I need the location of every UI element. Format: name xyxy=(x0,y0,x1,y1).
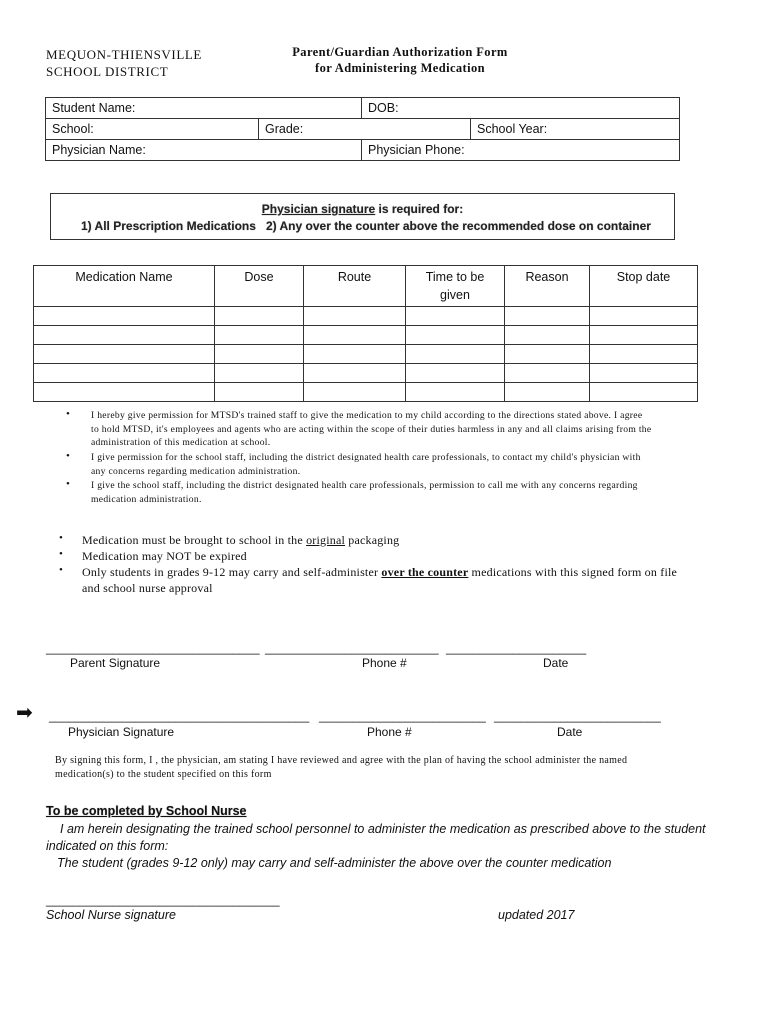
district-line-1: MEQUON-THIENSVILLE xyxy=(46,47,202,62)
table-cell[interactable] xyxy=(304,307,406,326)
physician-date-label: Date xyxy=(557,725,583,739)
parent-signature-label: Parent Signature xyxy=(70,656,161,670)
parent-signature-line[interactable]: ________________________________ xyxy=(46,641,260,655)
bullet-icon: • xyxy=(66,408,70,420)
parent-date-line[interactable]: _____________________ xyxy=(446,641,587,655)
rule-1-before: Medication must be brought to school in the xyxy=(82,533,307,547)
table-cell[interactable] xyxy=(590,326,698,345)
rule-3-line-2: and school nurse approval xyxy=(82,581,213,595)
physician-statement-line-2: medication(s) to the student specified on this form xyxy=(55,769,272,780)
district-name xyxy=(46,46,202,80)
physician-signature-line[interactable]: _______________________________________ xyxy=(49,709,310,723)
permission-1-line-1: I hereby give permission for MTSD's trained staff to give the medication to my child according to the directions stated above. I agree xyxy=(91,410,643,421)
nurse-designate-line-2: indicated on this form: xyxy=(46,839,169,853)
physician-requirement-items xyxy=(81,219,651,233)
physician-name-field[interactable]: Physician Name: xyxy=(52,143,146,157)
permission-2-line-2: any concerns regarding medication administration. xyxy=(91,465,301,477)
table-cell[interactable] xyxy=(215,345,304,364)
medication-table-header xyxy=(34,266,698,307)
table-cell[interactable] xyxy=(406,364,505,383)
table-cell[interactable] xyxy=(406,383,505,402)
form-title-line-2: for Administering Medication xyxy=(315,61,485,75)
col-dose: Dose xyxy=(215,266,304,307)
permission-1 xyxy=(91,409,741,450)
bullet-icon: • xyxy=(59,548,63,560)
col-stop-date: Stop date xyxy=(590,266,698,307)
table-cell[interactable] xyxy=(505,364,590,383)
physician-phone-label: Phone # xyxy=(367,725,412,739)
table-cell[interactable] xyxy=(304,345,406,364)
grade-field[interactable]: Grade: xyxy=(258,119,470,139)
permission-1-line-2: to hold MTSD, it's employees and agents who are acting within the scope of their duties harmless in any and all claims arising from the xyxy=(91,423,652,435)
physician-requirement-heading xyxy=(51,202,674,216)
rule-3-line-1 xyxy=(82,564,742,580)
requirement-item-1: 1) All Prescription Medications xyxy=(81,219,256,233)
school-year-field[interactable]: School Year: xyxy=(470,119,681,139)
medication-table xyxy=(33,265,698,402)
physician-requirement-box xyxy=(50,193,675,240)
col-route: Route xyxy=(304,266,406,307)
rule-3-otc: over the counter xyxy=(381,565,469,579)
table-cell[interactable] xyxy=(304,364,406,383)
physician-phone-field[interactable]: Physician Phone: xyxy=(361,140,681,161)
table-cell[interactable] xyxy=(590,345,698,364)
physician-statement-line-1: By signing this form, I , the physician, am stating I have reviewed and agree with the plan of having the school administer the named xyxy=(55,755,628,766)
nurse-designate-line-1: I am herein designating the trained school personnel to administer the medication as prescribed above to the student xyxy=(60,822,706,836)
parent-date-label: Date xyxy=(543,656,569,670)
arrow-right-icon: ➡ xyxy=(16,700,33,724)
table-row xyxy=(34,383,698,402)
nurse-signature-label: School Nurse signature xyxy=(46,908,176,922)
rule-2: Medication may NOT be expired xyxy=(82,549,247,563)
permission-3 xyxy=(91,479,741,506)
rule-1-original: original xyxy=(306,533,346,547)
table-cell[interactable] xyxy=(215,364,304,383)
col-time: Time to be given xyxy=(406,266,505,307)
table-row xyxy=(34,326,698,345)
nurse-signature-line[interactable]: ___________________________________ xyxy=(46,893,280,907)
physician-signature-label: Physician Signature xyxy=(68,725,175,739)
table-cell[interactable] xyxy=(34,364,215,383)
form-title xyxy=(250,44,550,76)
table-cell[interactable] xyxy=(34,383,215,402)
table-cell[interactable] xyxy=(215,383,304,402)
bullet-icon: • xyxy=(66,450,70,462)
nurse-carry-line: The student (grades 9-12 only) may carry and self-administer the above over the counter medication xyxy=(57,856,612,870)
table-cell[interactable] xyxy=(505,345,590,364)
info-row-3 xyxy=(46,140,679,161)
col-medication-name: Medication Name xyxy=(34,266,215,307)
table-cell[interactable] xyxy=(406,345,505,364)
permission-2 xyxy=(91,451,741,478)
table-cell[interactable] xyxy=(34,345,215,364)
student-name-field[interactable]: Student Name: xyxy=(52,101,136,115)
nurse-section-heading: To be completed by School Nurse xyxy=(46,804,247,818)
table-cell[interactable] xyxy=(590,307,698,326)
table-cell[interactable] xyxy=(215,326,304,345)
table-cell[interactable] xyxy=(304,383,406,402)
rule-3 xyxy=(82,564,742,596)
table-cell[interactable] xyxy=(505,307,590,326)
rule-1-after: packaging xyxy=(345,533,400,547)
bullet-icon: • xyxy=(66,478,70,490)
district-line-2: SCHOOL DISTRICT xyxy=(46,64,169,79)
rule-3-after: medications with this signed form on file xyxy=(468,565,678,579)
dob-field[interactable]: DOB: xyxy=(361,98,681,118)
parent-phone-line[interactable]: __________________________ xyxy=(265,641,439,655)
rule-1 xyxy=(82,532,399,548)
school-field[interactable]: School: xyxy=(52,122,94,136)
physician-statement xyxy=(55,754,735,782)
physician-phone-line[interactable]: _________________________ xyxy=(319,709,486,723)
table-cell[interactable] xyxy=(505,383,590,402)
info-row-1 xyxy=(46,98,679,119)
permission-2-line-1: I give permission for the school staff, including the district designated health care professionals, to contact my child's physician with xyxy=(91,452,641,463)
permission-3-line-2: medication administration. xyxy=(91,493,202,505)
student-info-box xyxy=(45,97,680,161)
rule-3-before: Only students in grades 9-12 may carry and self-administer xyxy=(82,565,382,579)
parent-phone-label: Phone # xyxy=(362,656,407,670)
table-cell[interactable] xyxy=(406,326,505,345)
col-reason: Reason xyxy=(505,266,590,307)
permission-3-line-1: I give the school staff, including the district designated health care professionals, permission to call me with any concerns regarding xyxy=(91,480,638,491)
required-for-text: is required for: xyxy=(375,202,464,216)
updated-year: updated 2017 xyxy=(498,908,575,922)
requirement-item-2: 2) Any over the counter above the recommended dose on container xyxy=(265,219,651,233)
table-cell[interactable] xyxy=(505,326,590,345)
table-cell[interactable] xyxy=(590,364,698,383)
bullet-icon: • xyxy=(59,532,63,544)
table-row xyxy=(34,307,698,326)
table-cell[interactable] xyxy=(215,307,304,326)
physician-signature-text: Physician signature xyxy=(261,202,376,216)
table-row xyxy=(34,345,698,364)
table-cell[interactable] xyxy=(34,326,215,345)
table-cell[interactable] xyxy=(406,307,505,326)
table-row xyxy=(34,364,698,383)
bullet-icon: • xyxy=(59,564,63,576)
table-cell[interactable] xyxy=(590,383,698,402)
table-cell[interactable] xyxy=(304,326,406,345)
info-row-2 xyxy=(46,119,679,140)
permission-1-line-3: administration of this medication at school. xyxy=(91,437,271,448)
form-title-line-1: Parent/Guardian Authorization Form xyxy=(292,45,508,59)
table-cell[interactable] xyxy=(34,307,215,326)
physician-date-line[interactable]: _________________________ xyxy=(494,709,661,723)
